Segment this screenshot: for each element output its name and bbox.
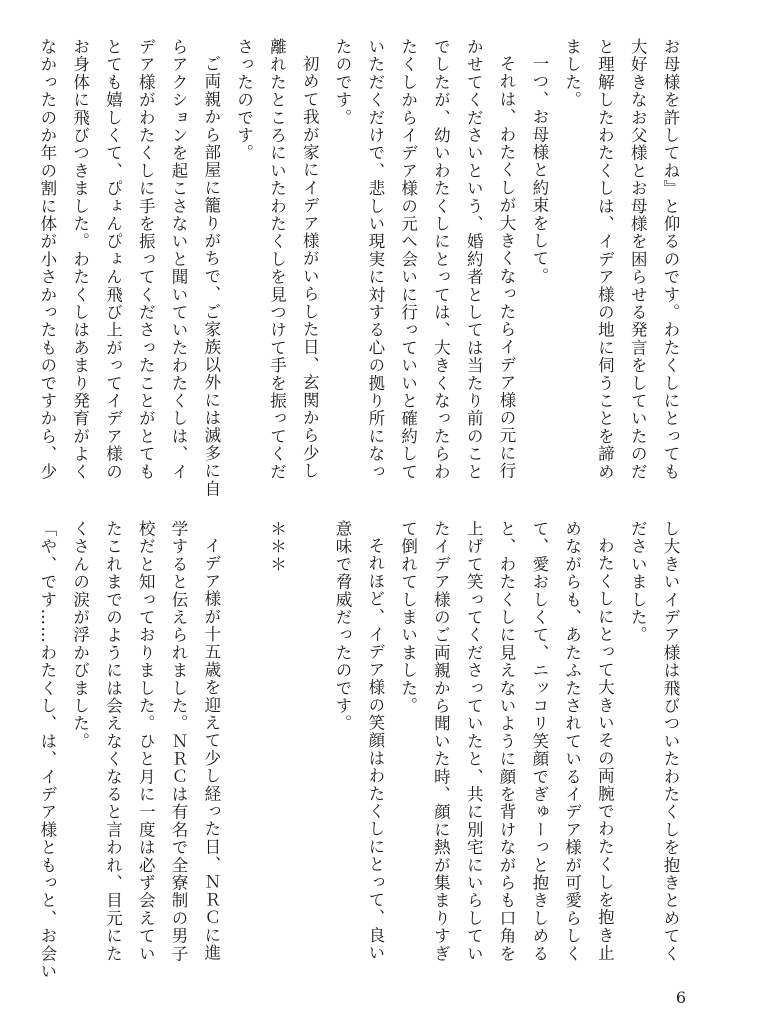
text-line: たのです。 xyxy=(333,38,353,127)
text-line: とても嬉しくて、ぴょんぴょん飛び上がってイデア様の xyxy=(103,38,123,481)
text-line: さったのです。 xyxy=(234,38,254,162)
text-line: 校だと知っておりました。ひと月に一度は必ず会えてい xyxy=(136,520,156,963)
text-line: たこれまでのようには会えなくなると言われ、目元にた xyxy=(103,520,123,963)
text-line: でしたが、幼いわたくしにとっては、大きくなったらわ xyxy=(431,38,451,481)
text-line: イデア様が十五歳を迎えて少し経った日、ＮＲＣに進 xyxy=(201,536,221,962)
text-line: それは、わたくしが大きくなったらイデア様の元に行 xyxy=(497,54,517,480)
text-line: かせてくださいという、婚約者としては当たり前のこと xyxy=(464,38,484,481)
text-line: 上げて笑ってくださっていたと、共に別宅にいらしてい xyxy=(464,520,484,963)
blank-line xyxy=(227,520,260,970)
text-line: いただくだけで、悲しい現実に対する心の拠り所になっ xyxy=(365,38,385,481)
text-line: デア様がわたくしに手を振ってくださったことがとても xyxy=(136,38,156,481)
text-line: ご両親から部屋に籠りがちで、ご家族以外には滅多に自 xyxy=(201,54,221,497)
text-line: なかったのか年の割に体が小さかったものですから、少 xyxy=(37,38,57,481)
text-line: たくしからイデア様の元へ会いに行っていいと確約して xyxy=(398,38,418,481)
text-line: 意味で脅威だったのです。 xyxy=(333,520,353,733)
text-line: めながらも、あたふたされているイデア様が可愛らしく xyxy=(562,520,582,963)
text-block-lower xyxy=(37,520,686,981)
blank-line xyxy=(292,520,325,970)
text-line: と理解したわたくしは、イデア様の地に伺うことを諦め xyxy=(595,38,615,481)
text-line: ださいました。 xyxy=(628,520,648,644)
text-line: たイデア様のご両親から聞いた時、顔に熱が集まりすぎ xyxy=(431,520,451,963)
page-number: 6 xyxy=(675,988,686,1007)
text-line: し大きいイデア様は飛びついたわたくしを抱きとめてく xyxy=(661,520,680,963)
section-break: ＊＊＊ xyxy=(267,520,287,574)
text-line: くさんの涙が浮かびました。 xyxy=(70,520,90,751)
text-line: 大好きなお父様とお母様を困らせる発言をしていたのだ xyxy=(628,38,648,481)
text-line: 学すると伝えられました。ＮＲＣは有名で全寮制の男子 xyxy=(169,520,189,963)
text-line: わたくしにとって大きいその両腕でわたくしを抱き止 xyxy=(595,536,615,962)
text-line: ました。 xyxy=(562,38,582,109)
text-block-upper xyxy=(37,38,686,497)
text-line: らアクションを起こさないと聞いていたわたくしは、イ xyxy=(169,38,189,481)
text-line: 「や、です……わたくし、は、イデア様ともっと、お会い xyxy=(37,520,57,981)
text-line: 初めて我が家にイデア様がいらした日、玄関から少し xyxy=(300,54,320,480)
text-line: て倒れてしまいました。 xyxy=(398,520,418,715)
text-line: お母様を許してね』と仰るのです。わたくしにとっても xyxy=(661,38,680,481)
text-line: と、わたくしに見えないように顔を背けながらも口角を xyxy=(497,520,517,963)
text-line: て、愛おしくて、ニッコリ笑顔でぎゅーっと抱きしめる xyxy=(529,520,549,963)
text-line: 一つ、お母様と約束をして。 xyxy=(529,54,549,285)
text-line: それほど、イデア様の笑顔はわたくしにとって、良い xyxy=(365,536,385,962)
text-line: お身体に飛びつきました。わたくしはあまり発育がよく xyxy=(70,38,90,481)
text-line: 離れたところにいたわたくしを見つけて手を振ってくだ xyxy=(267,38,287,481)
